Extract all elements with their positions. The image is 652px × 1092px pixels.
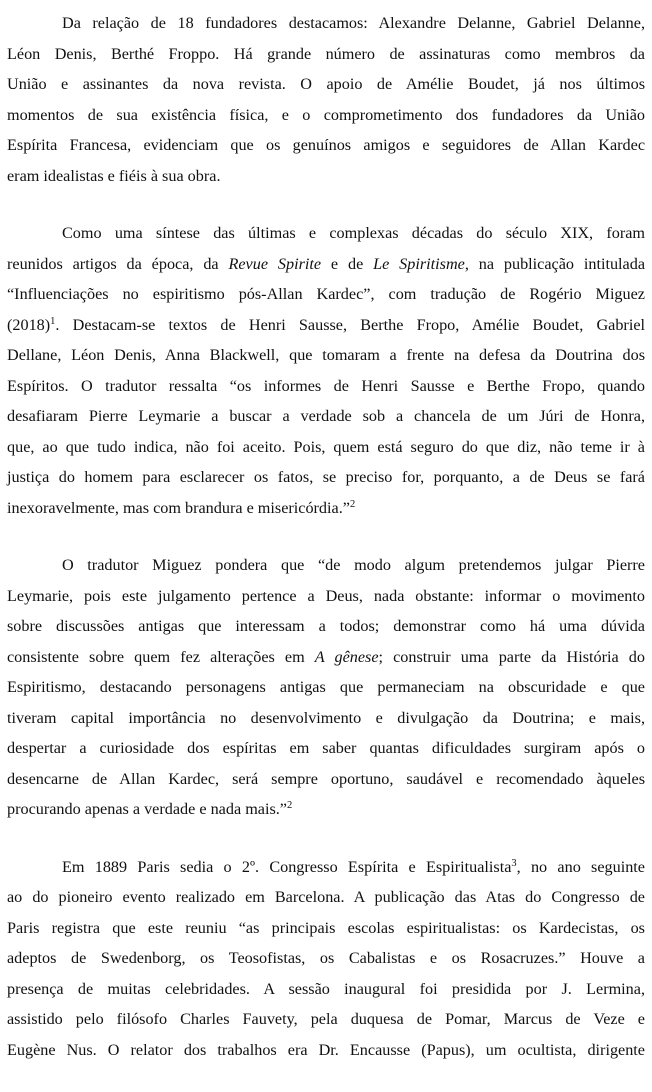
text-run: tiveram capital importância no desenvolvimento e divulgação da Doutrina; e mais,: [7, 708, 645, 727]
text-line: [7, 974, 645, 1005]
text-run: inexoravelmente, mas com brandura e misericórdia.”: [7, 498, 350, 517]
document-page: [7, 8, 645, 1092]
text-run: adeptos de Swedenborg, os Teosofistas, os Cabalistas e os Rosacruzes.” Houve a: [7, 949, 645, 967]
text-run: Eugène Nus. O relator dos trabalhos era Dr. Encausse (Papus), um ocultista, dirigente: [7, 1040, 645, 1059]
text-line: [7, 130, 645, 161]
text-run: , no ano seguinte: [516, 857, 645, 876]
text-run: momentos de sua existência física, e o comprometimento dos fundadores da União: [7, 105, 645, 124]
text-line: [7, 1035, 645, 1066]
text-line: [7, 39, 645, 70]
paragraph: [7, 8, 645, 191]
text-run: , na publicação intitulada: [464, 254, 646, 273]
text-line: [7, 611, 645, 642]
text-run: reunidos artigos da época, da: [7, 254, 229, 273]
text-run: Paris registra que este reuniu “as principais escolas espiritualistas: os Kardecistas, os: [7, 918, 645, 937]
text-run: que, ao que tudo indica, não foi aceito. Pois, quem está seguro do que diz, não teme ir à: [7, 437, 645, 456]
text-line: [7, 764, 645, 795]
text-run: justiça do homem para esclarecer os fatos, se preciso for, porquanto, a de Deus se fará: [7, 468, 645, 486]
text-line: [7, 161, 645, 192]
text-run: Em 1889 Paris sedia o 2º. Congresso Espírita e Espiritualista: [62, 857, 512, 876]
text-line: [7, 462, 645, 493]
text-run: eram idealistas e fiéis à sua obra.: [7, 166, 221, 185]
text-run: Dellane, Léon Denis, Anna Blackwell, que tomaram a frente na defesa da Doutrina dos: [7, 346, 645, 364]
paragraph: [7, 852, 645, 1066]
text-line: [7, 371, 645, 402]
text-run: Léon Denis, Berthé Froppo. Há grande número de assinaturas como membros da: [7, 44, 645, 63]
text-run: Leymarie, pois este julgamento pertence a Deus, nada obstante: informar o movimento: [7, 586, 645, 605]
text-run: desafiaram Pierre Leymarie a buscar a verdade sob a chancela de um Júri de Honra,: [7, 407, 645, 425]
text-run: “Influenciações no espiritismo pós-Allan Kardec”, com tradução de Rogério Miguez: [7, 285, 645, 303]
text-run: . Destacam-se textos de Henri Sausse, Berthe Fropo, Amélie Boudet, Gabriel: [55, 315, 645, 334]
text-run: sobre discussões antigas que interessam a todos; demonstrar como há uma dúvida: [7, 617, 645, 635]
italic-title: Revue Spirite: [228, 254, 322, 273]
italic-title: A gênese: [314, 647, 379, 666]
text-run: Como uma síntese das últimas e complexas décadas do século XIX, foram: [62, 224, 645, 242]
text-run: desencarne de Allan Kardec, será sempre oportuno, saudável e recomendado àqueles: [7, 769, 645, 788]
text-run: O tradutor Miguez pondera que “de modo algum pretendemos julgar Pierre: [62, 556, 645, 574]
text-run: e de: [321, 254, 374, 273]
text-run: União e assinantes da nova revista. O apoio de Amélie Boudet, já nos últimos: [7, 75, 645, 93]
paragraph: [7, 550, 645, 825]
text-line: [7, 401, 645, 432]
text-line: [7, 672, 645, 703]
text-run: (2018): [7, 315, 51, 334]
footnote-ref: 1: [50, 315, 56, 327]
text-line: [7, 733, 645, 764]
text-run: procurando apenas a verdade e nada mais.”: [7, 800, 287, 818]
text-line: [7, 100, 645, 131]
footnote-ref: 2: [287, 800, 293, 811]
text-run: consistente sobre quem fez alterações em: [7, 647, 315, 666]
footnote-ref: 3: [511, 857, 517, 869]
italic-title: Le Spiritisme: [373, 254, 465, 273]
text-line: [7, 69, 645, 100]
text-run: Da relação de 18 fundadores destacamos: Alexandre Delanne, Gabriel Delanne,: [62, 14, 645, 32]
text-line: [7, 550, 645, 581]
text-line: [7, 493, 645, 524]
text-line: [7, 642, 645, 673]
text-run: Espiritismo, destacando personagens antigas que permaneciam na obscuridade e que: [7, 678, 645, 696]
text-line: [7, 249, 645, 280]
text-run: assistido pelo filósofo Charles Fauvety, pela duquesa de Pomar, Marcus de Veze e: [7, 1010, 645, 1028]
text-line: [7, 882, 645, 913]
text-line: [7, 218, 645, 249]
text-run: ; construir uma parte da História do: [378, 647, 645, 666]
text-line: [7, 913, 645, 944]
text-line: [7, 794, 645, 825]
text-line: [7, 8, 645, 39]
text-run: despertar a curiosidade dos espíritas em saber quantas dificuldades surgiram após o: [7, 739, 645, 757]
text-run: Espírita Francesa, evidenciam que os genuínos amigos e seguidores de Allan Kardec: [7, 136, 645, 154]
text-run: ao do pioneiro evento realizado em Barcelona. A publicação das Atas do Congresso de: [7, 888, 645, 906]
text-line: [7, 279, 645, 310]
footnote-ref: 2: [349, 498, 356, 510]
text-line: [7, 703, 645, 734]
text-line: [7, 852, 645, 883]
text-line: [7, 581, 645, 612]
text-line: [7, 340, 645, 371]
text-line: [7, 1004, 645, 1035]
paragraph: [7, 218, 645, 523]
text-line: [7, 432, 645, 463]
text-line: [7, 943, 645, 974]
text-line: [7, 310, 645, 341]
text-run: presença de muitas celebridades. A sessão inaugural foi presidida por J. Lermina,: [7, 979, 645, 998]
text-run: Espíritos. O tradutor ressalta “os informes de Henri Sausse e Berthe Fropo, quando: [7, 376, 645, 395]
